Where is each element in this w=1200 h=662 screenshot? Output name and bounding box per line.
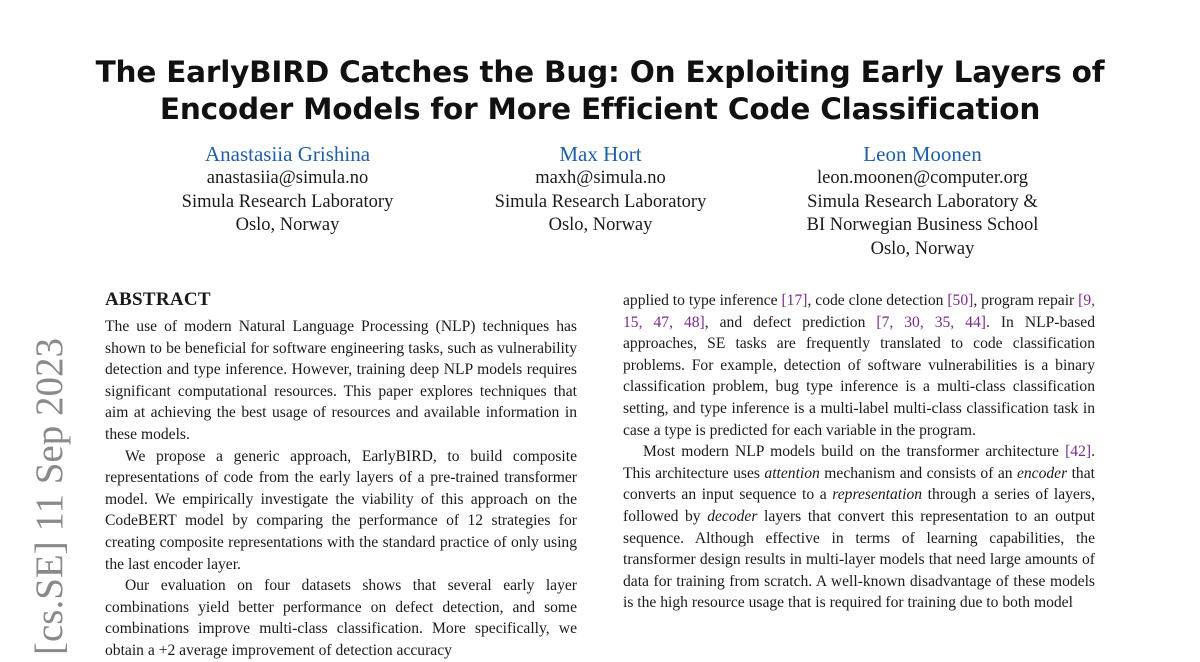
- text-run: . In NLP-based approaches, SE tasks are frequently translated to code classification problems. For example, detection of software vulnerabilities is a binary classification problem, bug type inference is a multi-class classification setting, and type inference is a multi-label multi-class classification task in case a type is predicted for each variable in the program.: [623, 313, 1095, 439]
- author-affiliation: Simula Research Laboratory: [494, 191, 707, 212]
- arxiv-stamp: [28, 315, 72, 655]
- text-run: . This architecture uses: [623, 443, 1095, 482]
- citation-link[interactable]: [7, 30, 35, 44]: [876, 313, 986, 331]
- text-run: , code clone detection: [807, 292, 948, 309]
- text-run: applied to type inference: [623, 292, 782, 309]
- paper-title: [80, 54, 1120, 128]
- author-name[interactable]: Max Hort: [559, 142, 642, 166]
- author-affiliation: Simula Research Laboratory: [181, 191, 394, 212]
- author-location: Oslo, Norway: [548, 215, 653, 235]
- intro-paragraph-1: [623, 290, 1095, 441]
- author-name[interactable]: Anastasiia Grishina: [204, 142, 371, 166]
- citation-link[interactable]: [9, 15, 47, 48]: [623, 292, 1096, 331]
- abstract-paragraph-1: The use of modern Natural Language Processing (NLP) techniques has shown to be beneficial for software engineering tasks, such as vulnerability detection and type inference. However, training deep NLP models requires significant computational resources. This paper explores techniques that aim at achieving the best usage of resources and available information in these models.: [105, 318, 577, 443]
- author-name[interactable]: Leon Moonen: [863, 142, 982, 166]
- text-run: through a series of layers, followed by: [623, 486, 1095, 525]
- author-email: anastasiia@simula.no: [206, 168, 369, 188]
- abstract-paragraph-2: We propose a generic approach, EarlyBIRD, to build composite representations of code from the early layers of a pre-trained transformer model. We empirically investigate the viability of this approach on the CodeBERT model by comparing the performance of 12 strategies for creating composite representations with the standard practice of only using the last encoder layer.: [105, 447, 577, 573]
- author-location: Oslo, Norway: [870, 238, 975, 259]
- citation-link[interactable]: [50]: [947, 292, 974, 309]
- text-run: , and defect prediction: [704, 313, 877, 331]
- author-email: leon.moonen@computer.org: [817, 168, 1028, 188]
- text-run: , program repair: [973, 292, 1079, 309]
- text-run: layers that convert this representation to an output sequence. Although effective in terms of learning capabilities, the transformer design results in multi-layer models that need large amounts of data for training from scratch. A well-known disadvantage of these models is the high resource usage that is required for training due to both model: [623, 507, 1095, 612]
- emphasis: decoder: [707, 507, 758, 525]
- author-hort: [478, 141, 723, 238]
- paper-title-line-2: Encoder Models for More Efficient Code Classification: [159, 92, 1041, 126]
- author-moonen: [780, 141, 1065, 261]
- text-run: that converts an input sequence to a: [623, 464, 1095, 504]
- paper-title-line-1: The EarlyBIRD Catches the Bug: On Exploiting Early Layers of: [95, 55, 1105, 89]
- emphasis: attention: [764, 464, 820, 482]
- citation-link[interactable]: [17]: [781, 292, 808, 309]
- abstract-paragraph-3: Our evaluation on four datasets shows that several early layer combinations yield better performance on defect detection, and some combinations improve multi-class classification. More specifically, we obtain a +2 average improvement of detection accuracy: [105, 577, 577, 659]
- author-block: [0, 141, 1200, 271]
- abstract-heading: ABSTRACT: [105, 289, 211, 310]
- author-affiliation-2: BI Norwegian Business School: [806, 215, 1039, 235]
- arxiv-stamp-text: [cs.SE] 11 Sep 2023: [28, 337, 71, 655]
- intro-paragraph-2: [623, 441, 1095, 614]
- left-column: [105, 288, 577, 662]
- emphasis: encoder: [1016, 464, 1068, 482]
- author-affiliation: Simula Research Laboratory &: [807, 191, 1038, 212]
- emphasis: representation: [832, 486, 923, 504]
- text-run: Most modern NLP models build on the transformer architecture: [643, 443, 1066, 461]
- text-run: mechanism and consists of an: [819, 464, 1017, 482]
- author-location: Oslo, Norway: [235, 215, 340, 235]
- author-email: maxh@simula.no: [535, 168, 666, 188]
- author-grishina: [165, 141, 410, 238]
- right-column: [623, 290, 1095, 614]
- citation-link[interactable]: [42]: [1065, 443, 1092, 461]
